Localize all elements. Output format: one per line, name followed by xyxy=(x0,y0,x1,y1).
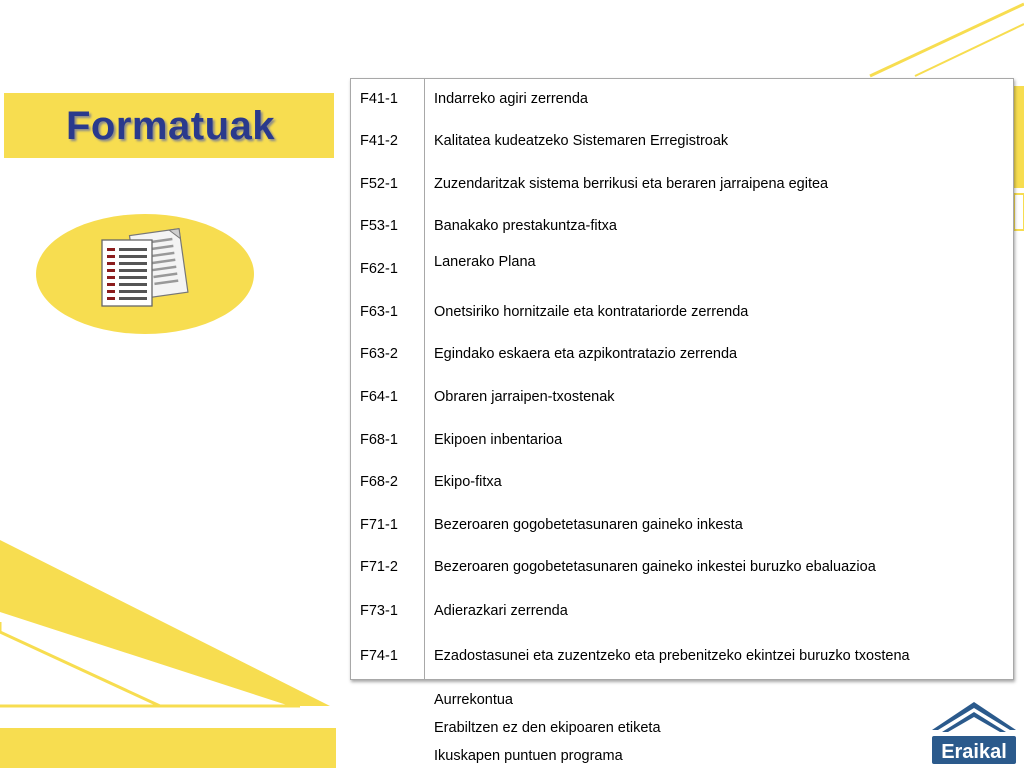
row-name: Banakako prestakuntza-fitxa xyxy=(434,218,617,234)
row-name: Onetsiriko hornitzaile eta kontratariorde zerrenda xyxy=(434,304,749,320)
row-name: Egindako eskaera eta azpikontratazio zerrenda xyxy=(434,346,738,362)
row-code: F62-1 xyxy=(360,261,398,277)
row-code: F71-2 xyxy=(360,559,398,575)
row-code: F71-1 xyxy=(360,517,398,533)
logo-text: Eraikal xyxy=(941,741,1007,763)
row-name: Ezadostasunei eta zuzentzeko eta prebenitzeko ekintzei buruzko txostena xyxy=(434,648,910,664)
row-name: Obraren jarraipen-txostenak xyxy=(434,389,615,405)
row-code: F41-1 xyxy=(360,91,398,107)
slide-title: Formatuak xyxy=(66,104,275,148)
row-name: Zuzendaritzak sistema berrikusi eta beraren jarraipena egitea xyxy=(434,176,829,192)
row-code: F64-1 xyxy=(360,389,398,405)
row-code: F41-2 xyxy=(360,133,398,149)
row-name: Indarreko agiri zerrenda xyxy=(434,91,588,107)
row-name: Bezeroaren gogobetetasunaren gaineko inkestei buruzko ebaluazioa xyxy=(434,559,876,575)
eraikal-logo xyxy=(928,700,1020,766)
row-code: F52-1 xyxy=(360,176,398,192)
row-name: Bezeroaren gogobetetasunaren gaineko inkesta xyxy=(434,517,743,533)
row-code: F68-2 xyxy=(360,474,398,490)
row-name: Ekipoen inbentarioa xyxy=(434,432,563,448)
row-name: Ekipo-fitxa xyxy=(434,474,502,490)
row-code: F73-1 xyxy=(360,603,398,619)
row-name: Adierazkari zerrenda xyxy=(434,603,568,619)
row-code: F63-1 xyxy=(360,304,398,320)
extra-item: Aurrekontua xyxy=(434,692,513,708)
column-divider xyxy=(424,79,425,679)
row-code: F74-1 xyxy=(360,648,398,664)
row-code: F53-1 xyxy=(360,218,398,234)
row-name: Lanerako Plana xyxy=(434,254,536,270)
extra-item: Ikuskapen puntuen programa xyxy=(434,748,623,764)
documents-icon xyxy=(96,226,192,310)
extra-item: Erabiltzen ez den ekipoaren etiketa xyxy=(434,720,661,736)
row-code: F68-1 xyxy=(360,432,398,448)
row-name: Kalitatea kudeatzeko Sistemaren Erregistroak xyxy=(434,133,729,149)
formats-table xyxy=(350,78,1014,680)
row-code: F63-2 xyxy=(360,346,398,362)
